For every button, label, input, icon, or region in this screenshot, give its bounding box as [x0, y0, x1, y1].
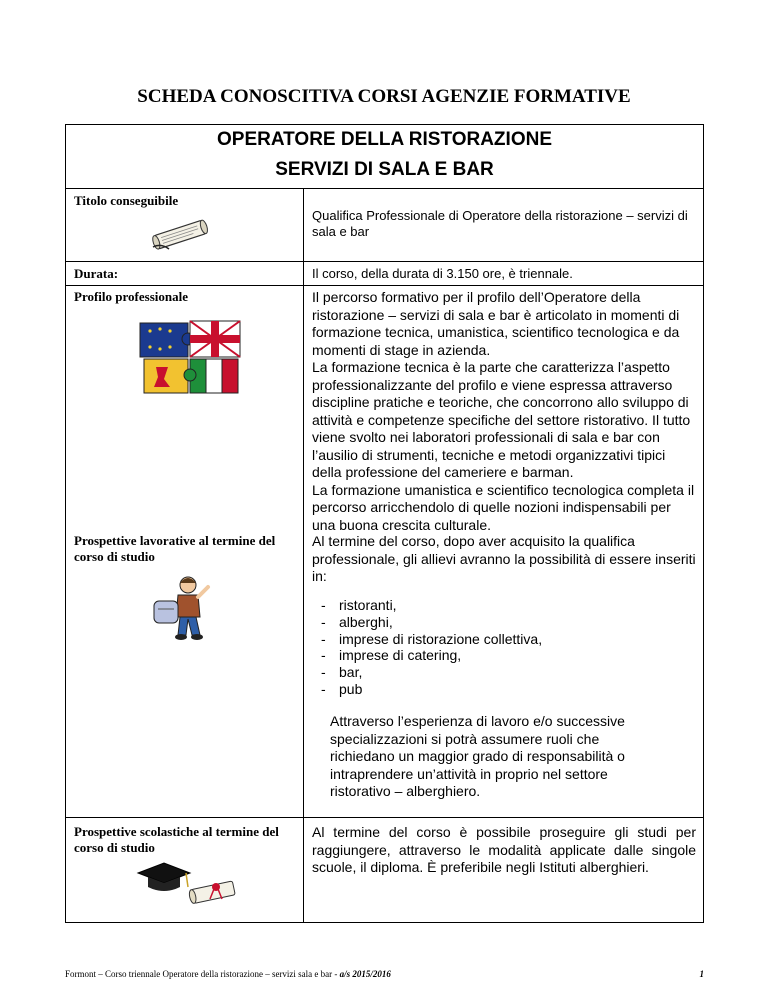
row-divider — [66, 817, 703, 818]
scolastiche-label: Prospettive scolastiche al termine del corso di studio — [74, 824, 279, 855]
profilo-label: Profilo professionale — [74, 289, 188, 304]
list-item: - imprese di catering, — [321, 647, 462, 664]
lavorative-outro: Attraverso l’esperienza di lavoro e/o successive specializzazioni si potrà assumere ruoli che richiedano un maggior grado di responsabilità o intraprendere un’attività in proprio nel settore ristorativo – alberghiero. — [330, 713, 625, 799]
list-item: - imprese di ristorazione collettiva, — [321, 630, 543, 647]
footer-text: Formont – Corso triennale Operatore della ristorazione – servizi sala e bar - — [65, 969, 340, 979]
diploma-scroll-icon — [149, 213, 215, 260]
graduation-cap-icon — [134, 859, 238, 912]
titolo-label: Titolo conseguibile — [74, 193, 179, 208]
lavorative-label: Prospettive lavorative al termine del corso di studio — [74, 533, 276, 564]
flag-puzzle-icon — [136, 317, 244, 402]
durata-label: Durata: — [74, 266, 119, 281]
student-backpack-icon — [148, 575, 218, 646]
lavorative-list — [321, 597, 542, 698]
profilo-paragraph-3: La formazione umanistica e scientifico tecnologica completa il percorso arricchendolo di quelle nozioni indispensabili per una buona crescita culturale. — [312, 481, 695, 533]
profilo-text — [312, 289, 696, 534]
list-item: - alberghi, — [321, 613, 393, 630]
scolastiche-text: Al termine del corso è possibile proseguire gli studi per raggiungere, attraverso le modalità applicate dalle singole scuole, il diploma. È preferibile negli Istituti alberghieri. — [312, 824, 696, 875]
page-heading: SCHEDA CONOSCITIVA CORSI AGENZIE FORMATIVE — [137, 86, 631, 107]
titolo-text: Qualifica Professionale di Operatore della ristorazione – servizi di sala e bar — [312, 208, 688, 239]
row-divider — [66, 261, 703, 262]
column-divider — [303, 188, 304, 923]
page-footer — [65, 969, 704, 980]
durata-text: Il corso, della durata di 3.150 ore, è triennale. — [312, 266, 573, 281]
course-title: OPERATORE DELLA RISTORAZIONE — [217, 129, 552, 150]
row-divider — [66, 285, 703, 286]
footer-year: a/s 2015/2016 — [339, 969, 391, 979]
list-item: - bar, — [321, 664, 363, 681]
lavorative-intro: Al termine del corso, dopo aver acquisito la qualifica professionale, gli allievi avranno la possibilità di essere inseriti in: — [312, 533, 696, 584]
list-item: - pub — [321, 680, 363, 697]
list-item: - ristoranti, — [321, 597, 397, 613]
course-info-table — [65, 124, 704, 923]
profilo-paragraph-2: La formazione tecnica è la parte che caratterizza l’aspetto professionalizzante del profilo e viene espressa attraverso discipline pratiche e teoriche, che concorrono allo sviluppo di attività e competenze specifiche del settore ristorativo. Il tutto viene svolto nei laboratori professionali di sala e bar con l’ausilio di strumenti, tecniche e metodi organizzativi tipici della professione del cameriere e barman. — [312, 359, 691, 480]
course-title-cell — [66, 125, 703, 189]
profilo-paragraph-1: Il percorso formativo per il profilo dell’Operatore della ristorazione – servizi di sala e bar è articolato in momenti di formazione tecnica, umanistica, scientifico tecnologica e da momenti di stage in azienda. — [312, 289, 680, 358]
course-subtitle: SERVIZI DI SALA E BAR — [275, 159, 494, 180]
page-number: 1 — [699, 969, 704, 979]
